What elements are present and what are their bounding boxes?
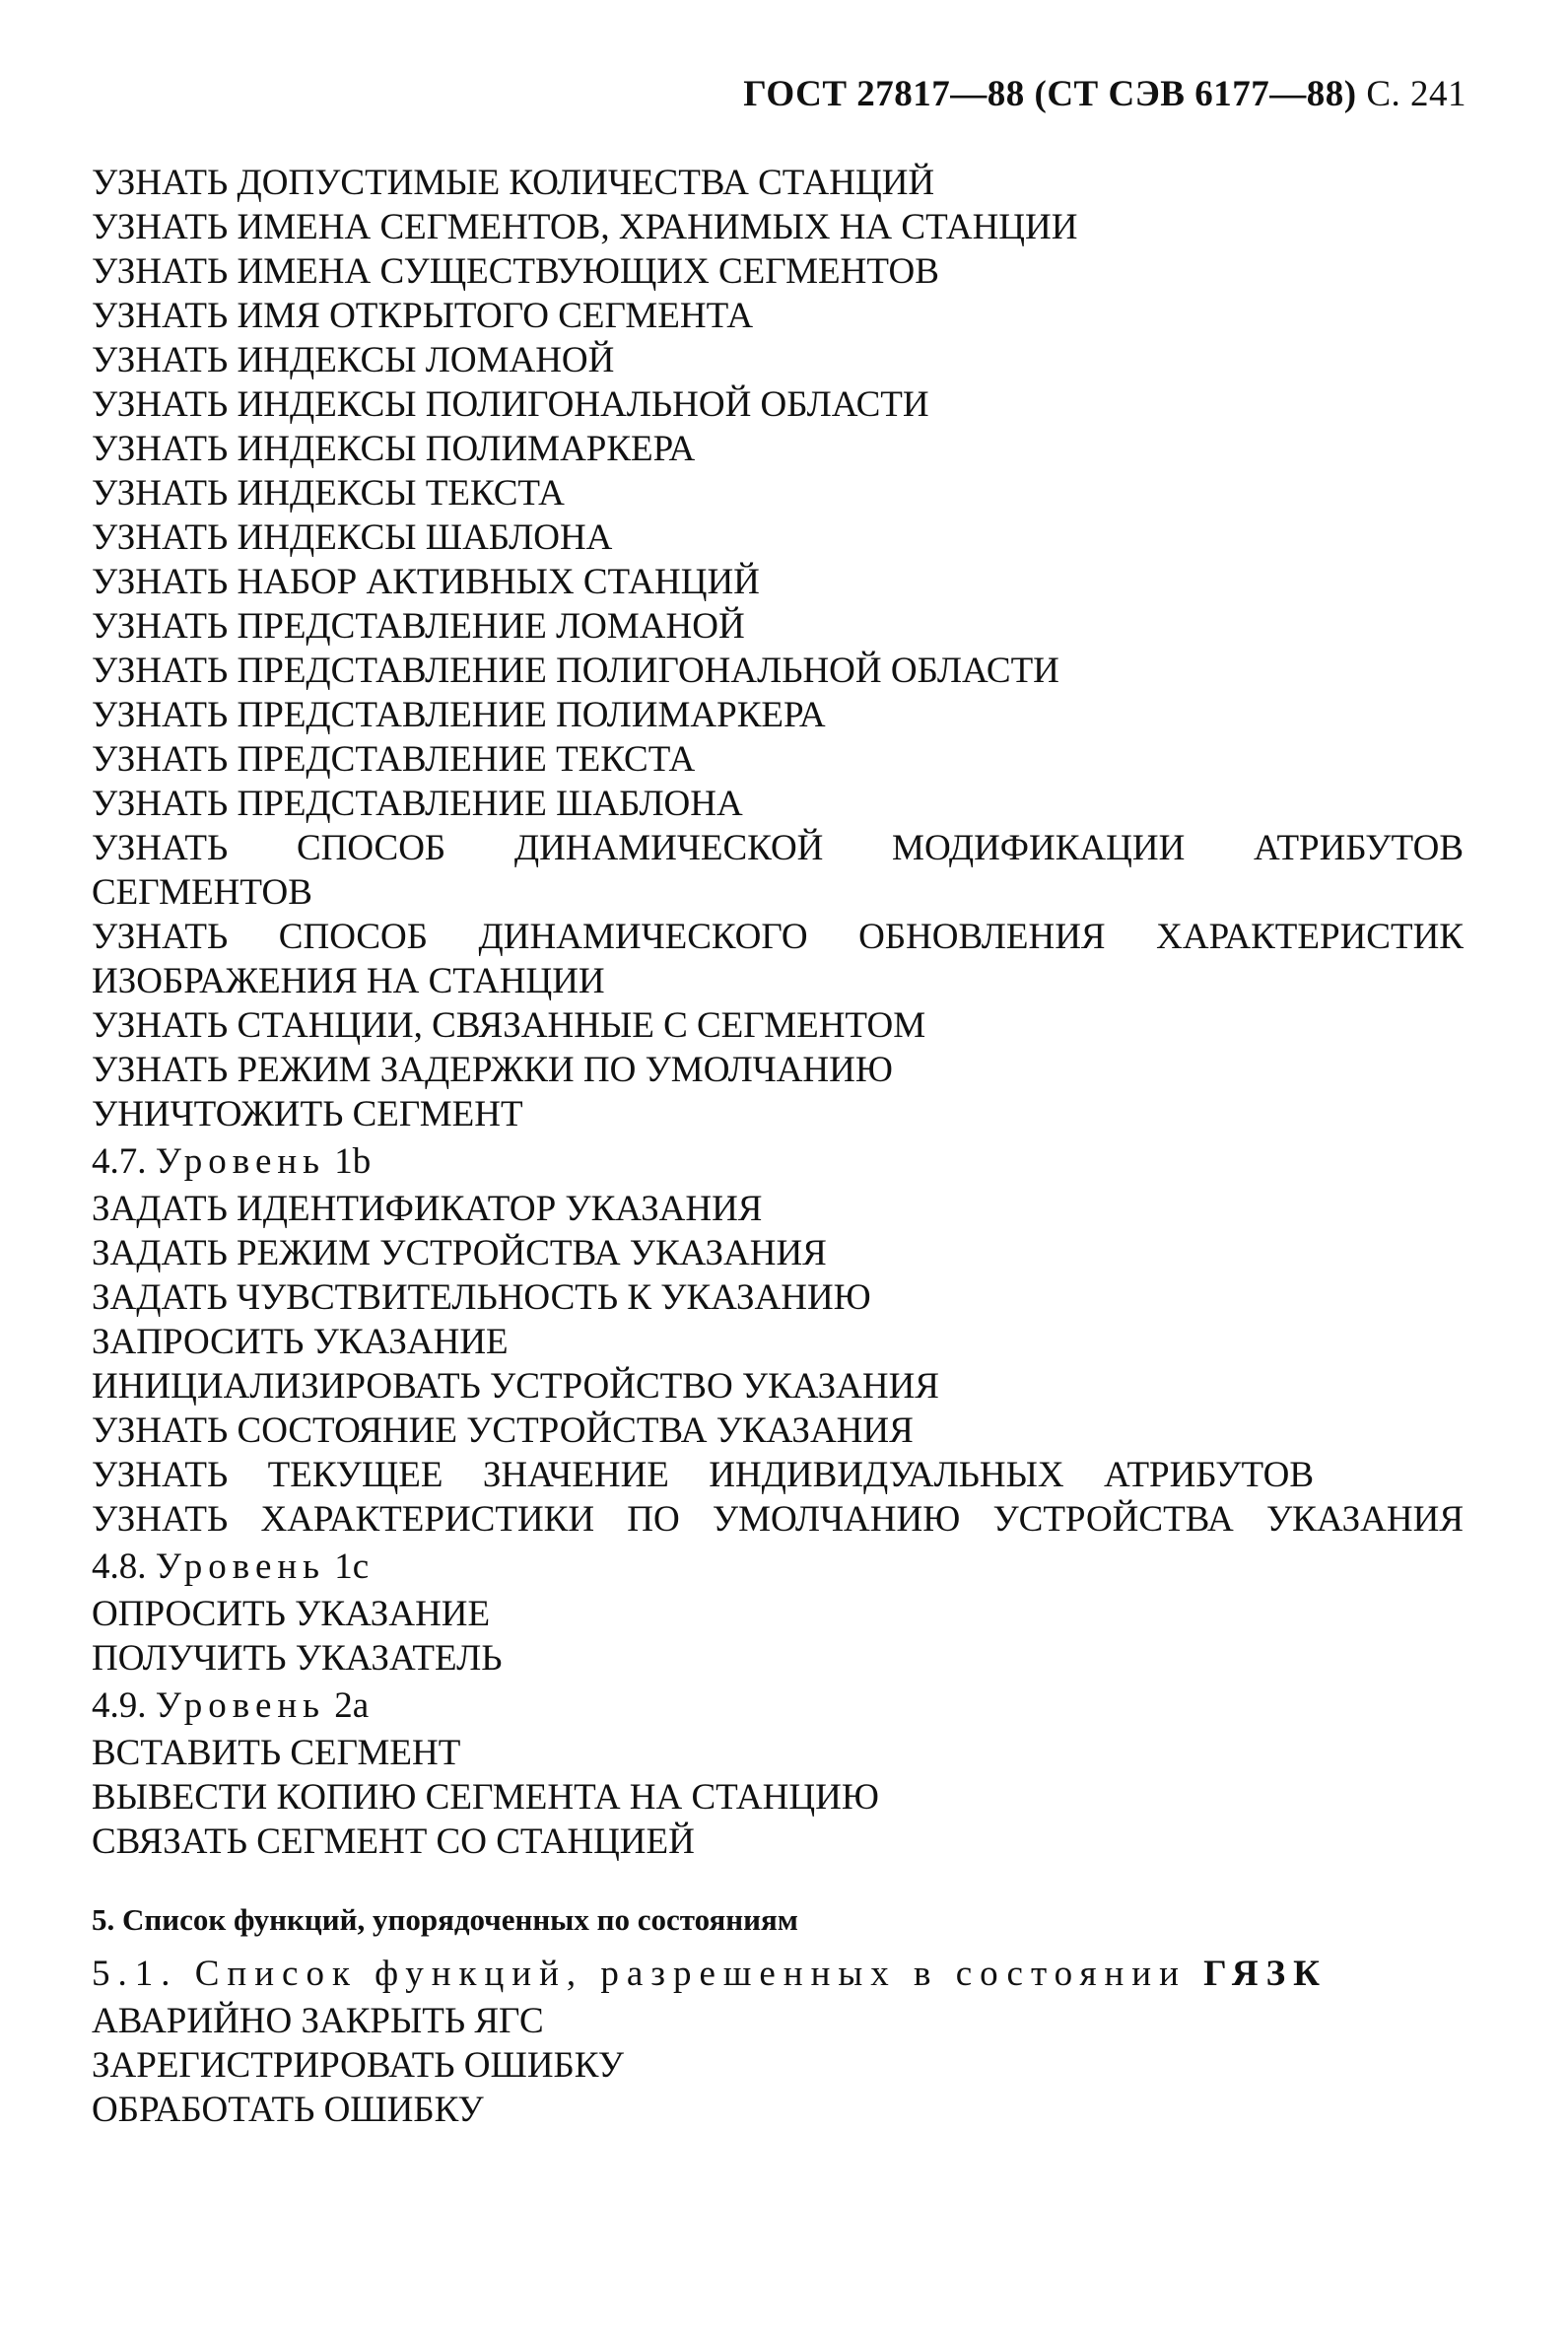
subheading-level-2a: [92, 1683, 1464, 1728]
level-2a-list: [92, 1731, 1464, 1864]
subheading-code: 1c: [334, 1546, 370, 1587]
list-item: УЗНАТЬ ИНДЕКСЫ ПОЛИМАРКЕРА: [92, 429, 696, 469]
list-item: УЗНАТЬ НАБОР АКТИВНЫХ СТАНЦИЙ: [92, 562, 760, 602]
list-item: ЗАПРОСИТЬ УКАЗАНИЕ: [92, 1322, 509, 1362]
list-item: АВАРИЙНО ЗАКРЫТЬ ЯГС: [92, 2001, 544, 2041]
subheading-number: 5.1.: [92, 1954, 178, 1994]
standard-designation: ГОСТ 27817—88 (СТ СЭВ 6177—88): [743, 74, 1357, 114]
list-item: УЗНАТЬ ИМЕНА СЕГМЕНТОВ, ХРАНИМЫХ НА СТАНЦИИ: [92, 207, 1078, 247]
wrapped-item-modification: [92, 826, 1464, 915]
list-item: УЗНАТЬ ТЕКУЩЕЕ ЗНАЧЕНИЕ ИНДИВИДУАЛЬНЫХ АТРИБУТОВ: [92, 1455, 1314, 1495]
subheading-number: 4.8.: [92, 1546, 147, 1587]
list-item: УЗНАТЬ ДОПУСТИМЫЕ КОЛИЧЕСТВА СТАНЦИЙ: [92, 163, 935, 203]
list-item: УЗНАТЬ ХАРАКТЕРИСТИКИ ПО УМОЛЧАНИЮ УСТРОЙСТВА УКАЗАНИЯ: [92, 1499, 1464, 1540]
list-item: УЗНАТЬ СОСТОЯНИЕ УСТРОЙСТВА УКАЗАНИЯ: [92, 1410, 914, 1451]
list-item: УЗНАТЬ СТАНЦИИ, СВЯЗАННЫЕ С СЕГМЕНТОМ: [92, 1005, 926, 1046]
list-item: УЗНАТЬ ИНДЕКСЫ ПОЛИГОНАЛЬНОЙ ОБЛАСТИ: [92, 384, 929, 425]
page-content: [92, 161, 1464, 2132]
subheading-5-1: [92, 1952, 1464, 1996]
list-item: УЗНАТЬ РЕЖИМ ЗАДЕРЖКИ ПО УМОЛЧАНИЮ: [92, 1050, 893, 1090]
list-item: ЗАРЕГИСТРИРОВАТЬ ОШИБКУ: [92, 2045, 624, 2086]
list-item: УЗНАТЬ ИНДЕКСЫ ТЕКСТА: [92, 473, 565, 514]
list-item-line: СЕГМЕНТОВ: [92, 872, 312, 913]
level-1c-list: [92, 1592, 1464, 1681]
subheading-number: 4.9.: [92, 1685, 147, 1726]
wrapped-item-update: [92, 915, 1464, 1003]
subheading-level-1b: [92, 1139, 1464, 1184]
subheading-level-1c: [92, 1545, 1464, 1589]
state-gyazk-list: [92, 1999, 1464, 2132]
section-5-title: 5. Список функций, упорядоченных по состояниям: [92, 1902, 798, 1937]
list-item: ИНИЦИАЛИЗИРОВАТЬ УСТРОЙСТВО УКАЗАНИЯ: [92, 1366, 939, 1407]
list-item-line: УЗНАТЬ СПОСОБ ДИНАМИЧЕСКОЙ МОДИФИКАЦИИ АТРИБУТОВ: [92, 828, 1464, 868]
subheading-code: 2a: [334, 1685, 370, 1726]
list-item: УЗНАТЬ ПРЕДСТАВЛЕНИЕ ЛОМАНОЙ: [92, 606, 745, 647]
list-item: УНИЧТОЖИТЬ СЕГМЕНТ: [92, 1094, 523, 1134]
function-list-b: [92, 1003, 1464, 1136]
list-item: УЗНАТЬ ИНДЕКСЫ ЛОМАНОЙ: [92, 340, 615, 380]
subheading-code: 1b: [334, 1141, 372, 1182]
list-item: УЗНАТЬ ПРЕДСТАВЛЕНИЕ ПОЛИГОНАЛЬНОЙ ОБЛАСТИ: [92, 651, 1059, 691]
list-item: СВЯЗАТЬ СЕГМЕНТ СО СТАНЦИЕЙ: [92, 1821, 695, 1862]
subheading-label: Уровень: [155, 1546, 326, 1587]
list-item: УЗНАТЬ ПРЕДСТАВЛЕНИЕ ШАБЛОНА: [92, 784, 743, 824]
subheading-label: Уровень: [155, 1685, 326, 1726]
page-header: [743, 73, 1466, 115]
list-item: УЗНАТЬ ИМЯ ОТКРЫТОГО СЕГМЕНТА: [92, 296, 754, 336]
list-item-line: УЗНАТЬ СПОСОБ ДИНАМИЧЕСКОГО ОБНОВЛЕНИЯ ХАРАКТЕРИСТИК: [92, 917, 1464, 957]
subheading-label: Уровень: [155, 1141, 326, 1182]
list-item: УЗНАТЬ ПРЕДСТАВЛЕНИЕ ПОЛИМАРКЕРА: [92, 695, 826, 735]
list-item: ОБРАБОТАТЬ ОШИБКУ: [92, 2090, 484, 2130]
function-list-a: [92, 161, 1464, 826]
list-item-line: ИЗОБРАЖЕНИЯ НА СТАНЦИИ: [92, 961, 605, 1001]
level-1b-list: [92, 1187, 1464, 1542]
subheading-text: Список функций, разрешенных в состоянии: [194, 1954, 1187, 1994]
list-item: ОПРОСИТЬ УКАЗАНИЕ: [92, 1594, 491, 1634]
list-item: ЗАДАТЬ ЧУВСТВИТЕЛЬНОСТЬ К УКАЗАНИЮ: [92, 1277, 871, 1318]
list-item: ЗАДАТЬ ИДЕНТИФИКАТОР УКАЗАНИЯ: [92, 1189, 763, 1229]
subheading-number: 4.7.: [92, 1141, 147, 1182]
list-item: УЗНАТЬ ИМЕНА СУЩЕСТВУЮЩИХ СЕГМЕНТОВ: [92, 251, 939, 292]
list-item: ВСТАВИТЬ СЕГМЕНТ: [92, 1733, 461, 1773]
list-item: ПОЛУЧИТЬ УКАЗАТЕЛЬ: [92, 1638, 503, 1679]
list-item: УЗНАТЬ ИНДЕКСЫ ШАБЛОНА: [92, 517, 613, 558]
list-item: ЗАДАТЬ РЕЖИМ УСТРОЙСТВА УКАЗАНИЯ: [92, 1233, 827, 1273]
state-name: ГЯЗК: [1203, 1954, 1328, 1994]
list-item: УЗНАТЬ ПРЕДСТАВЛЕНИЕ ТЕКСТА: [92, 739, 696, 780]
page-number: С. 241: [1366, 74, 1466, 114]
list-item: ВЫВЕСТИ КОПИЮ СЕГМЕНТА НА СТАНЦИЮ: [92, 1777, 879, 1818]
